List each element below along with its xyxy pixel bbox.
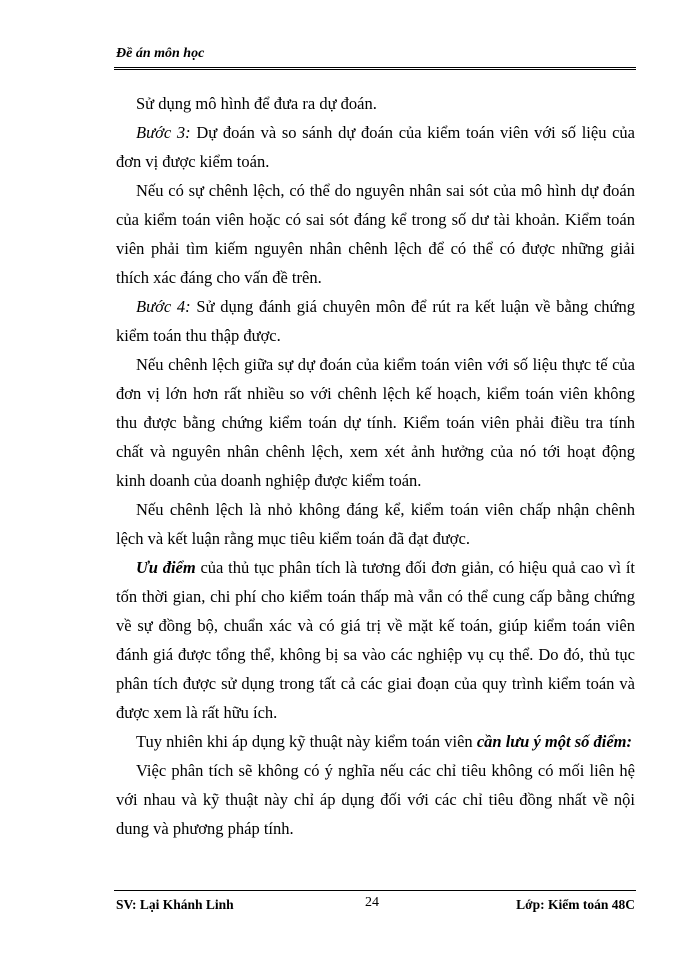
text-line <box>116 118 635 147</box>
text-line: phân tích được sử dụng trong tất cả các giai đoạn của quy trình kiểm toán và <box>116 674 635 693</box>
text-line: viên phải tìm kiếm nguyên nhân chênh lệch để có thể có được những giải <box>116 239 635 258</box>
text-line: với nhau và kỹ thuật này chỉ áp dụng đối với các chỉ tiêu đồng nhất về nội <box>116 790 635 809</box>
text-line: Nếu chênh lệch là nhỏ không đáng kể, kiểm toán viên chấp nhận chênh <box>136 500 635 519</box>
emphasis-label: cần lưu ý một số điểm: <box>476 732 632 751</box>
page-number: 24 <box>365 895 379 910</box>
text-line: chất và nguyên nhân chênh lệch, xem xét ảnh hưởng của nó tới hoạt động <box>116 442 635 461</box>
text-line: Nếu chênh lệch giữa sự dự đoán của kiểm toán viên với số liệu thực tế của <box>136 355 635 374</box>
text-line: Việc phân tích sẽ không có ý nghĩa nếu các chỉ tiêu không có mối liên hệ <box>136 761 635 780</box>
text-span: Dự đoán và so sánh dự đoán của kiểm toán viên với số liệu của <box>190 123 636 142</box>
step-label: Bước 3: <box>136 123 191 142</box>
text-line: của kiểm toán viên hoặc có sai sót đáng kể trong số dư tài khoản. Kiểm toán <box>116 210 635 229</box>
text-line: được xem là rất hữu ích. <box>116 703 278 722</box>
footer-divider <box>114 890 636 891</box>
footer-student-name: SV: Lại Khánh Linh <box>116 897 234 912</box>
document-body <box>116 89 635 843</box>
text-line: đánh giá được tổng thể, không bị sa vào các nghiệp vụ cụ thể. Do đó, thủ tục <box>116 645 635 664</box>
text-span: của thủ tục phân tích là tương đối đơn giản, có hiệu quả cao vì ít <box>195 558 635 577</box>
text-line: đơn vị lớn hơn rất nhiều so với chênh lệch kế hoạch, kiểm toán viên không <box>116 384 635 403</box>
text-line <box>116 727 635 756</box>
text-line: tốn thời gian, chi phí cho kiểm toán thấp mà vẫn có thể cung cấp bằng chứng <box>116 587 635 606</box>
text-line: thích xác đáng cho vấn đề trên. <box>116 268 322 287</box>
emphasis-label: Ưu điểm <box>136 558 196 577</box>
text-line: dung và phương pháp tính. <box>116 819 294 838</box>
text-line: kinh doanh của doanh nghiệp được kiểm toán. <box>116 471 422 490</box>
text-line <box>116 292 635 321</box>
text-line: Sử dụng mô hình để đưa ra dự đoán. <box>136 94 377 113</box>
text-line: về sự đồng bộ, chuẩn xác và có giá trị về mặt kế toán, giúp kiểm toán viên <box>116 616 635 635</box>
step-label: Bước 4: <box>136 297 191 316</box>
text-line: đơn vị được kiểm toán. <box>116 152 270 171</box>
text-line <box>116 553 635 582</box>
header-divider <box>114 67 636 70</box>
text-span: Sử dụng đánh giá chuyên môn để rút ra kết luận về bằng chứng <box>190 297 636 316</box>
text-line: lệch và kết luận rằng mục tiêu kiểm toán đã đạt được. <box>116 529 470 548</box>
footer-class: Lớp: Kiểm toán 48C <box>516 897 635 912</box>
text-line: kiểm toán thu thập được. <box>116 326 281 345</box>
text-line: Nếu có sự chênh lệch, có thể do nguyên nhân sai sót của mô hình dự đoán <box>136 181 635 200</box>
text-span: Tuy nhiên khi áp dụng kỹ thuật này kiểm toán viên <box>136 732 477 751</box>
text-line: thu được bằng chứng kiểm toán dự tính. Kiểm toán viên phải điều tra tính <box>116 413 635 432</box>
page-header-title: Đề án môn học <box>116 46 205 61</box>
